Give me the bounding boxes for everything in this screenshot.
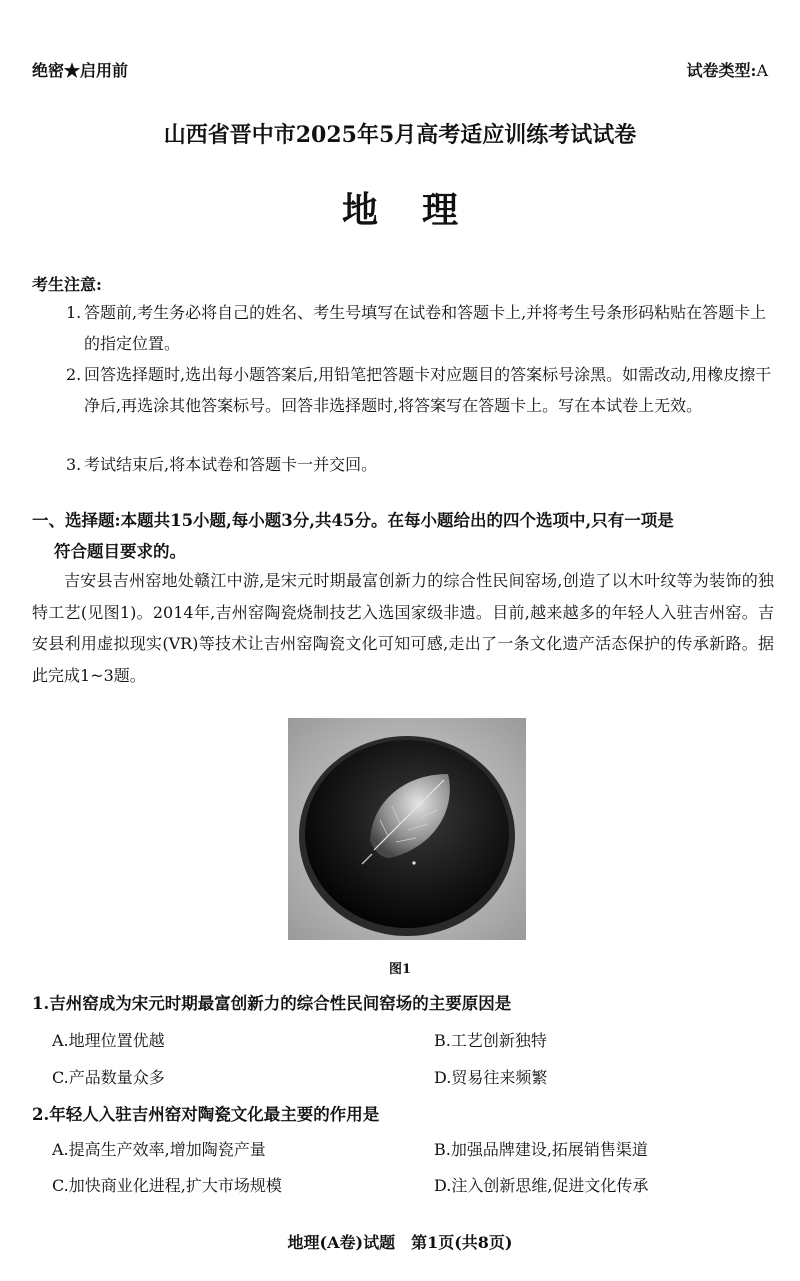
question-2-stem: 2.年轻人入驻吉州窑对陶瓷文化最主要的作用是 [32,1105,380,1124]
notice-item-2 [66,359,772,421]
figure-caption: 图1 [388,962,412,977]
section-heading [32,505,777,567]
paper-type [687,58,768,81]
notice-item-3 [66,449,772,480]
notice-item-number: 1. [66,303,82,322]
subject-title: 地理 [341,189,502,231]
question-1-option-a: A.地理位置优越 [52,1031,165,1050]
notice-item-text: 答题前,考生务必将自己的姓名、考生号填写在试卷和答题卡上,并将考生号条形码粘贴在答题卡上的指定位置。 [84,303,767,353]
section-heading-line1: 一、选择题:本题共15小题,每小题3分,共45分。在每小题给出的四个选项中,只有一项是 [32,511,674,530]
paper-type-label: 试卷类型: [686,61,757,80]
confidential-label: 绝密★启用前 [32,61,129,80]
notice-item-number: 3. [66,455,82,474]
question-1-stem: 1.吉州窑成为宋元时期最富创新力的综合性民间窑场的主要原因是 [32,994,512,1013]
question-2-option-c: C.加快商业化进程,扩大市场规模 [52,1176,282,1195]
paper-type-value: A [756,61,768,80]
question-2-option-d: D.注入创新思维,促进文化传承 [434,1176,649,1195]
page-footer: 地理(A卷)试题 第1页(共8页) [287,1233,513,1252]
notice-item-text: 考试结束后,将本试卷和答题卡一并交回。 [84,455,378,474]
exam-title: 山西省晋中市2025年5月高考适应训练考试试卷 [163,122,637,148]
figure-1-bowl-photo [288,718,526,940]
notice-item-number: 2. [66,365,82,384]
notice-heading: 考生注意: [32,275,102,294]
question-1-option-c: C.产品数量众多 [52,1068,165,1087]
question-1-option-d: D.贸易往来频繁 [434,1068,548,1087]
question-2-option-b: B.加强品牌建设,拓展销售渠道 [434,1140,648,1159]
section-heading-line2: 符合题目要求的。 [54,542,186,561]
notice-item-text: 回答选择题时,选出每小题答案后,用铅笔把答题卡对应题目的答案标号涂黑。如需改动,用橡皮擦干净后,再选涂其他答案标号。回答非选择题时,将答案写在答题卡上。写在本试卷上无效。 [84,365,772,415]
question-1-option-b: B.工艺创新独特 [434,1031,547,1050]
bowl-image [288,718,526,940]
question-2-option-a: A.提高生产效率,增加陶瓷产量 [52,1140,266,1159]
notice-item-1 [66,297,772,359]
reading-passage: 吉安县吉州窑地处赣江中游,是宋元时期最富创新力的综合性民间窑场,创造了以木叶纹等为装饰的独特工艺(见图1)。2014年,吉州窑陶瓷烧制技艺入选国家级非遗。目前,越来越多的年轻人入驻吉州窑。吉安县利用虚拟现实(VR)等技术让吉州窑陶瓷文化可知可感,走出了一条文化遗产活态保护的传承新路。据此完成1~3题。 [32,571,774,685]
